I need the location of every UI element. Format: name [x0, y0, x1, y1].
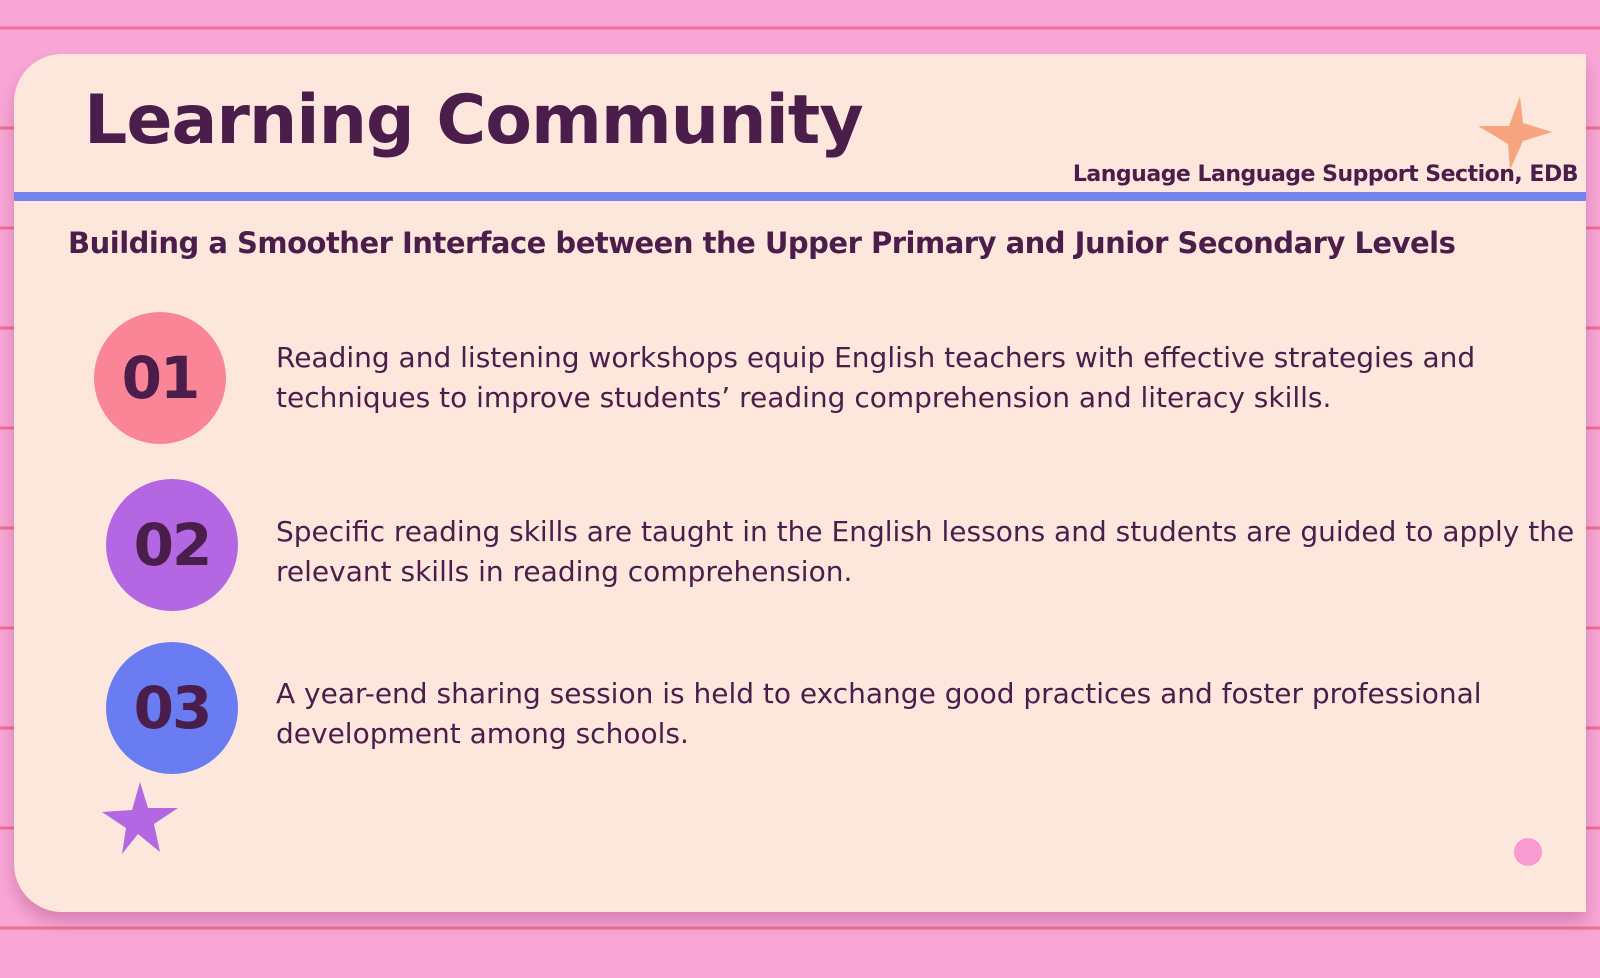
item-number-badge-01: 01 [94, 312, 226, 444]
page-title: Learning Community [84, 81, 863, 160]
content-card [14, 54, 1586, 912]
pink-dot-icon [1512, 836, 1544, 868]
item-text-01: Reading and listening workshops equip English teachers with effective strategies and techniques to improve students’ reading comprehension and literacy skills. [276, 341, 1476, 414]
purple-star-icon [98, 778, 188, 868]
orange-star-icon [1468, 90, 1558, 180]
header-divider [14, 192, 1586, 201]
subtitle: Building a Smoother Interface between the Upper Primary and Junior Secondary Levels [68, 226, 1456, 260]
item-number-badge-02: 02 [106, 479, 238, 611]
item-text-02: Specific reading skills are taught in the English lessons and students are guided to apply the relevant skills in reading comprehension. [276, 515, 1575, 588]
organization-label: Language Language Support Section, EDB [1072, 162, 1578, 187]
item-number-badge-03: 03 [106, 642, 238, 774]
item-text-03: A year-end sharing session is held to exchange good practices and foster professional development among schools. [276, 677, 1482, 750]
